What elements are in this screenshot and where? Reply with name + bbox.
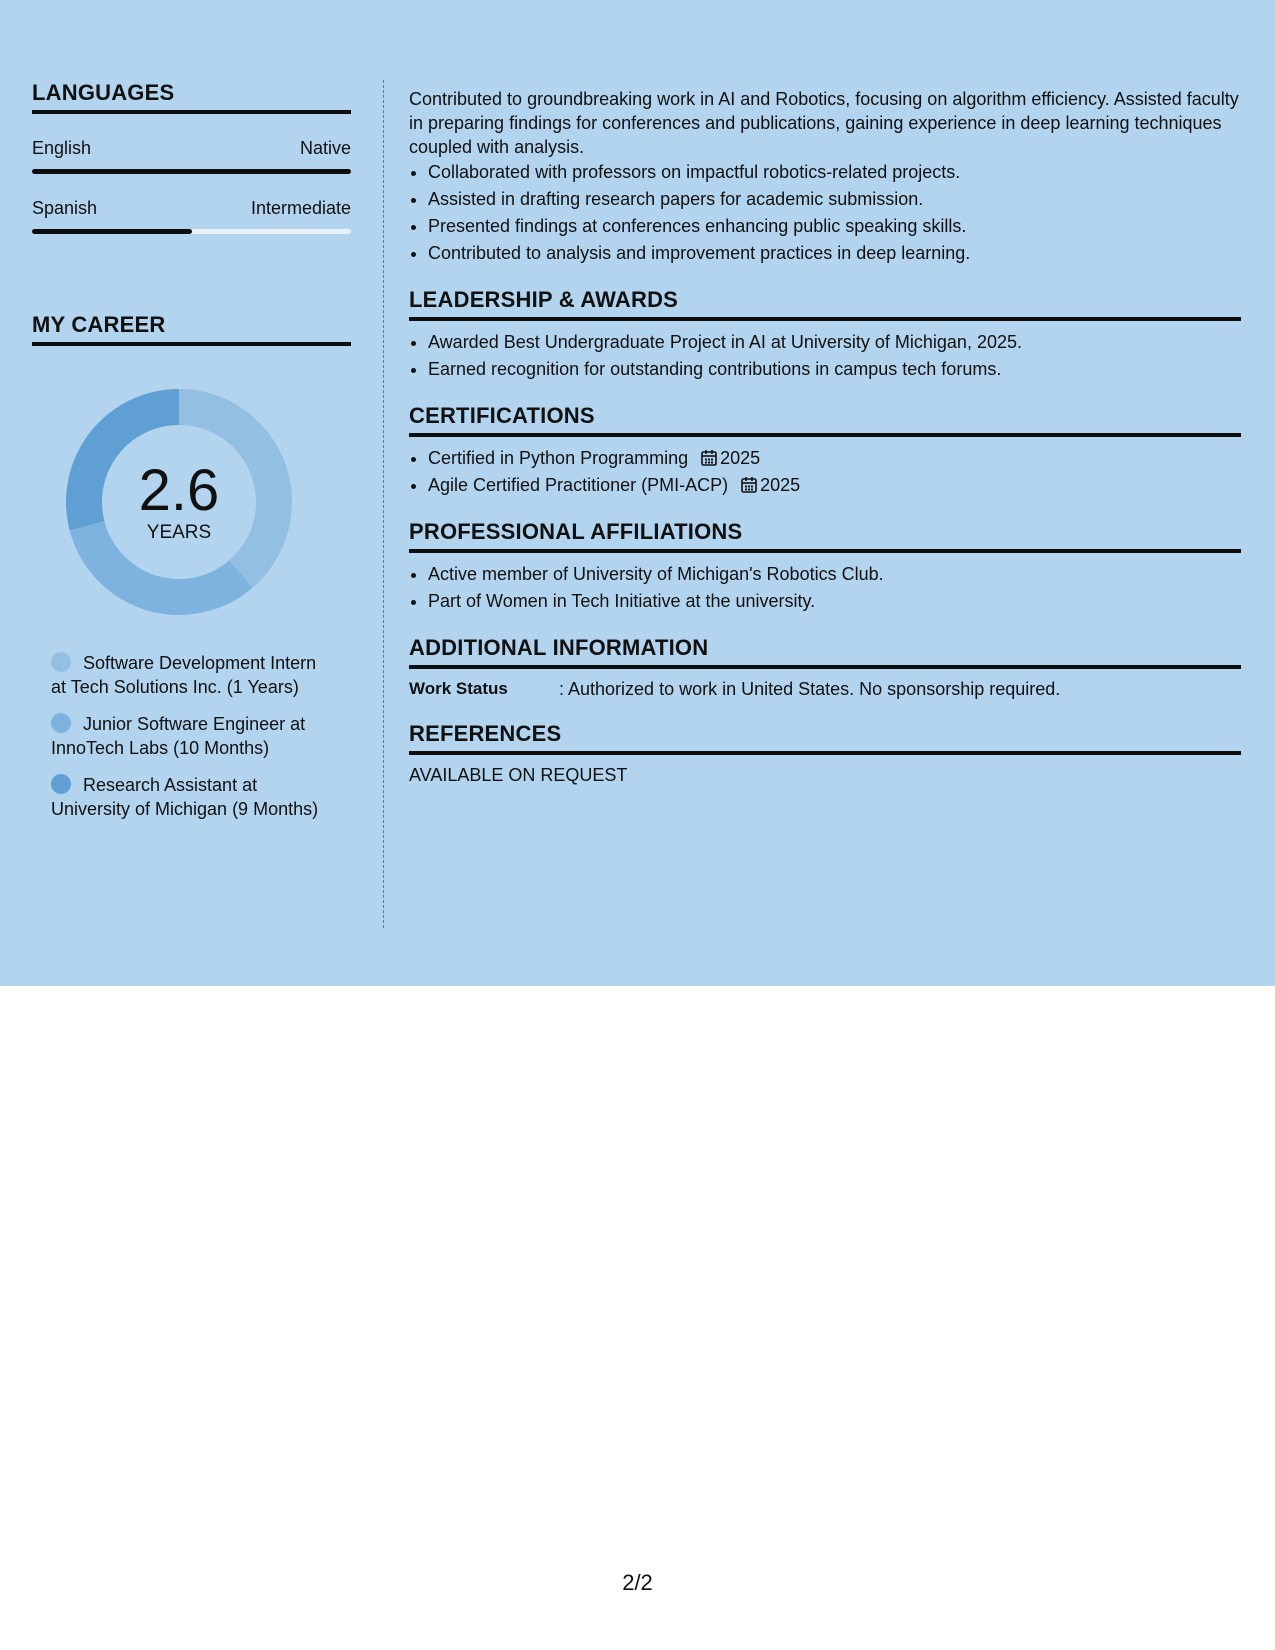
experience-bullets	[409, 159, 1241, 267]
languages-title: LANGUAGES	[32, 80, 351, 114]
references-title: REFERENCES	[409, 721, 1241, 755]
language-proficiency-fill	[32, 229, 192, 234]
affiliations-list	[409, 561, 1241, 615]
legend-dot	[51, 652, 71, 672]
legend-label: Junior Software Engineer at InnoTech Labs (10 Months)	[51, 714, 306, 758]
career-total-years: 2.6	[138, 458, 220, 523]
certification-item	[428, 472, 1241, 499]
legend-dot	[51, 774, 71, 794]
calendar-icon	[741, 476, 757, 493]
list-item: • Contributed to analysis and improvement practices in deep learning.	[428, 240, 1241, 267]
career-donut-chart	[66, 389, 292, 615]
certifications-title: CERTIFICATIONS	[409, 403, 1241, 437]
career-legend-item	[51, 712, 329, 760]
list-item: • Presented findings at conferences enhancing public speaking skills.	[428, 213, 1241, 240]
list-item: • Assisted in drafting research papers for academic submission.	[428, 186, 1241, 213]
affiliations-title: PROFESSIONAL AFFILIATIONS	[409, 519, 1241, 553]
legend-label: Research Assistant at University of Michigan (9 Months)	[51, 775, 319, 819]
column-divider	[383, 80, 384, 928]
certification-item	[428, 445, 1241, 472]
legend-label: Software Development Intern at Tech Solutions Inc. (1 Years)	[51, 653, 317, 697]
legend-dot	[51, 713, 71, 733]
leadership-title: LEADERSHIP & AWARDS	[409, 287, 1241, 321]
certification-name: Agile Certified Practitioner (PMI-ACP)	[428, 475, 729, 495]
right-column	[409, 80, 1241, 787]
language-level: Intermediate	[250, 198, 351, 218]
references-text: AVAILABLE ON REQUEST	[409, 765, 628, 785]
language-proficiency-fill	[32, 169, 351, 174]
additional-info-title: ADDITIONAL INFORMATION	[409, 635, 1241, 669]
list-item: • Part of Women in Tech Initiative at the university.	[428, 588, 1241, 615]
list-item: • Collaborated with professors on impactful robotics-related projects.	[428, 159, 1241, 186]
work-status-row	[409, 677, 1241, 701]
list-item: • Earned recognition for outstanding contributions in campus tech forums.	[428, 356, 1241, 383]
leadership-list	[409, 329, 1241, 383]
language-name: English	[32, 138, 92, 158]
list-item: • Active member of University of Michigan's Robotics Club.	[428, 561, 1241, 588]
work-status-value: : Authorized to work in United States. No sponsorship required.	[559, 679, 1061, 699]
language-proficiency-bar	[32, 229, 351, 234]
career-legend-item	[51, 773, 329, 821]
language-proficiency-bar	[32, 169, 351, 174]
certification-year: 2025	[760, 475, 801, 495]
career-total-unit: YEARS	[146, 522, 212, 543]
career-legend	[51, 651, 329, 821]
list-item: • Awarded Best Undergraduate Project in AI at University of Michigan, 2025.	[428, 329, 1241, 356]
language-name: Spanish	[32, 198, 98, 218]
work-status-label: Work Status	[409, 679, 508, 698]
certification-name: Certified in Python Programming	[428, 448, 689, 468]
certifications-list	[409, 445, 1241, 499]
career-title: MY CAREER	[32, 312, 351, 346]
certification-year: 2025	[720, 448, 761, 468]
career-legend-item	[51, 651, 329, 699]
page-number: 2/2	[622, 1570, 653, 1595]
calendar-icon	[701, 449, 717, 466]
experience-description: Contributed to groundbreaking work in AI and Robotics, focusing on algorithm efficiency. Assisted faculty in preparing findings for conferences and publications, gaining experience in deep learning techniques coupled with analysis.	[409, 89, 1239, 157]
left-column	[32, 80, 351, 834]
language-item	[32, 138, 351, 174]
language-level: Native	[299, 138, 351, 158]
language-item	[32, 198, 351, 234]
